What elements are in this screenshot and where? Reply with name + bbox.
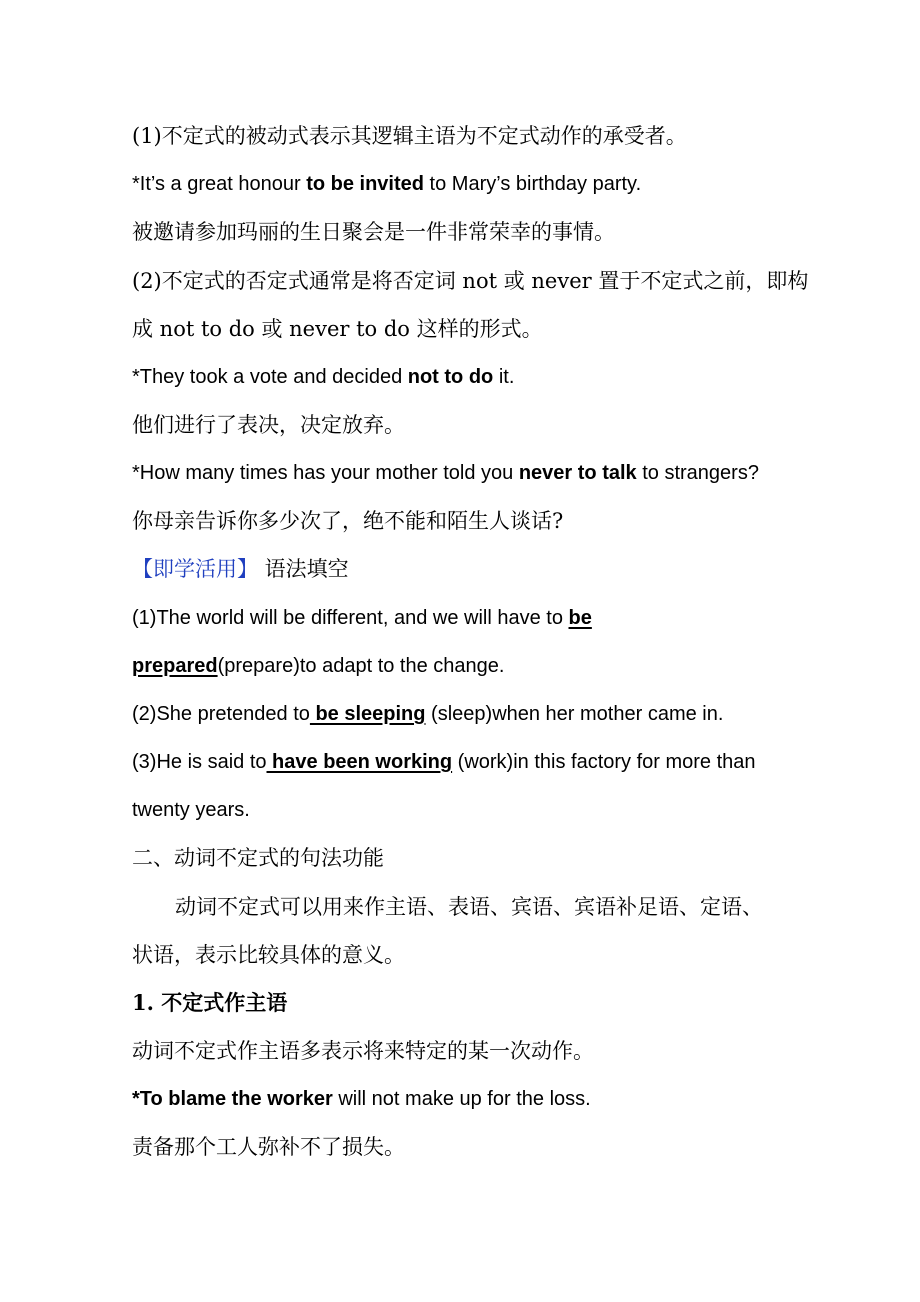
paragraph-passive-infinitive: (1)不定式的被动式表示其逻辑主语为不定式动作的承受者。 bbox=[132, 124, 687, 148]
section-intro-cont: 状语，表示比较具体的意义。 bbox=[132, 943, 405, 967]
translation-1: 被邀请参加玛丽的生日聚会是一件非常荣幸的事情。 bbox=[132, 220, 615, 244]
highlighted-phrase: *To blame the worker bbox=[132, 1088, 333, 1110]
exercise-item-3-cont: twenty years. bbox=[132, 799, 250, 821]
answer-blank: have been working bbox=[266, 751, 453, 773]
section-heading: 二、动词不定式的句法功能 bbox=[132, 846, 384, 870]
subsection-heading: 1. 不定式作主语 bbox=[132, 990, 288, 1015]
answer-blank: be bbox=[568, 607, 592, 629]
highlighted-phrase: to be invited bbox=[306, 173, 424, 195]
example-sentence-4: *To blame the worker will not make up for the loss. bbox=[132, 1088, 591, 1110]
exercise-item-1-cont: prepared(prepare)to adapt to the change. bbox=[132, 655, 505, 677]
exercise-item-1: (1)The world will be different, and we will have to be bbox=[132, 607, 592, 629]
exercise-heading: 【即学活用】 语法填空 bbox=[132, 557, 349, 581]
exercise-item-3: (3)He is said to have been working (work)in this factory for more than bbox=[132, 751, 756, 773]
example-sentence-1: *It’s a great honour to be invited to Mary’s birthday party. bbox=[132, 173, 642, 195]
exercise-item-2: (2)She pretended to be sleeping (sleep)when her mother came in. bbox=[132, 703, 724, 725]
paragraph-negative-infinitive-cont: 成 not to do 或 never to do 这样的形式。 bbox=[132, 317, 543, 341]
exercise-tag: 【即学活用】 bbox=[132, 557, 258, 581]
translation-2: 他们进行了表决，决定放弃。 bbox=[132, 413, 405, 437]
paragraph-negative-infinitive: (2)不定式的否定式通常是将否定词 not 或 never 置于不定式之前，即构 bbox=[132, 269, 809, 293]
translation-3: 你母亲告诉你多少次了，绝不能和陌生人谈话? bbox=[132, 509, 564, 533]
translation-4: 责备那个工人弥补不了损失。 bbox=[132, 1135, 405, 1159]
paragraph-subject-infinitive: 动词不定式作主语多表示将来特定的某一次动作。 bbox=[132, 1039, 594, 1063]
highlighted-phrase: never to talk bbox=[518, 462, 637, 484]
answer-blank: be sleeping bbox=[309, 703, 426, 725]
answer-blank: prepared bbox=[132, 655, 218, 677]
example-sentence-3: *How many times has your mother told you never to talk to strangers? bbox=[132, 462, 759, 484]
example-sentence-2: *They took a vote and decided not to do it. bbox=[132, 366, 515, 388]
section-intro: 动词不定式可以用来作主语、表语、宾语、宾语补足语、定语、 bbox=[175, 895, 763, 919]
highlighted-phrase: not to do bbox=[407, 366, 494, 388]
